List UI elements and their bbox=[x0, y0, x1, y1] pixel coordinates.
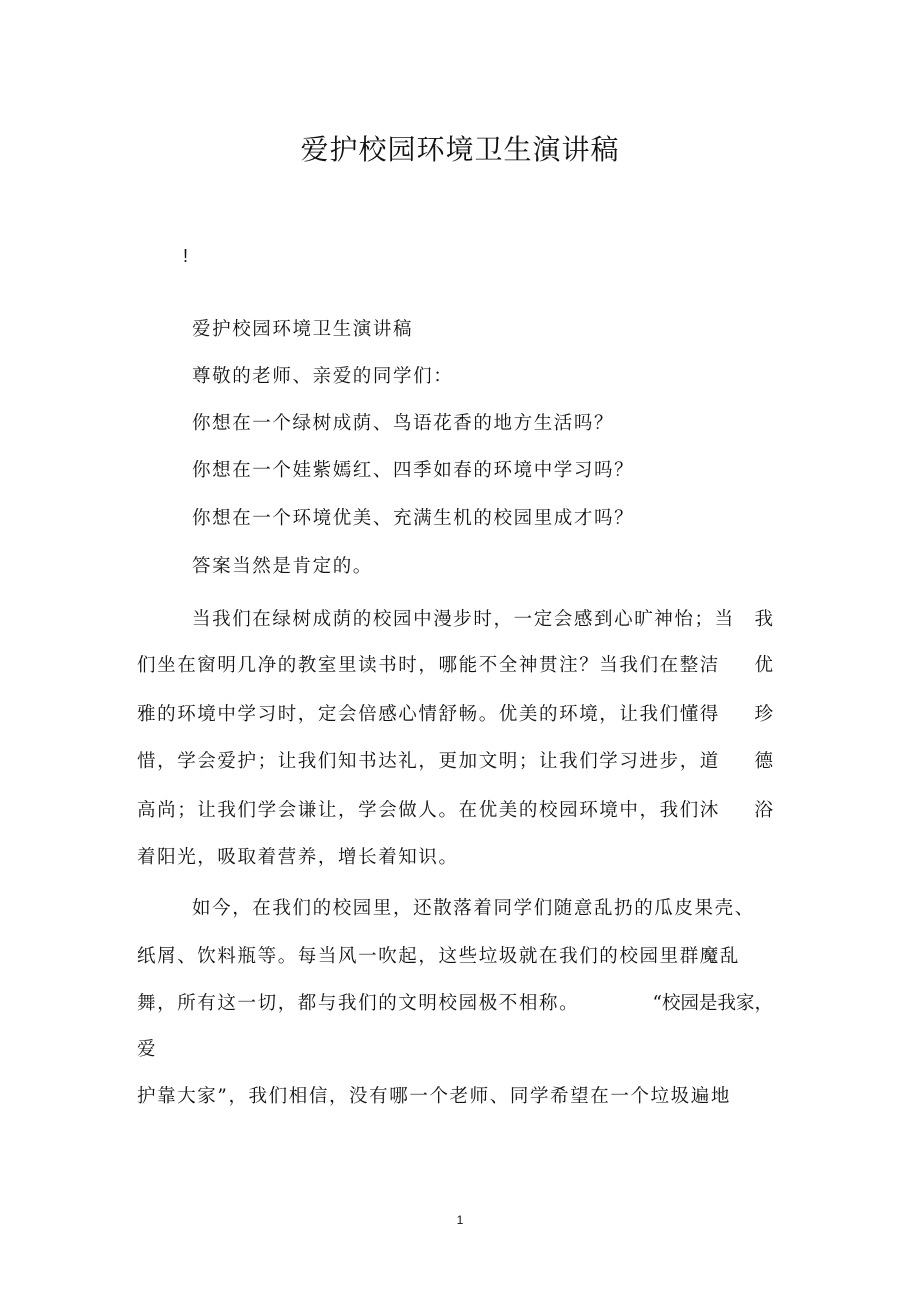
text-line bbox=[192, 318, 773, 342]
line-text: 当我们在绿树成荫的校园中漫步时，一定会感到心旷神怡；当 bbox=[192, 609, 735, 630]
exclamation-mark: ! bbox=[183, 246, 189, 266]
line-text: 护靠大家”，我们相信，没有哪一个老师、同学希望在一个垃圾遍地 bbox=[137, 1086, 731, 1107]
document-title: 爱护校园环境卫生演讲稿 bbox=[300, 133, 620, 166]
text-line bbox=[192, 365, 773, 389]
line-end-text: “校园是我家， bbox=[652, 993, 773, 1014]
line-text: 高尚；让我们学会谦让，学会做人。在优美的校园环境中，我们沐 bbox=[137, 800, 720, 821]
text-line bbox=[137, 992, 773, 1016]
line-text: 如今，在我们的校园里，还散落着同学们随意乱扔的瓜皮果壳、 bbox=[192, 898, 755, 919]
text-line bbox=[137, 1085, 773, 1109]
line-text: 着阳光，吸取着营养，增长着知识。 bbox=[137, 847, 459, 868]
text-line bbox=[137, 654, 773, 678]
text-line bbox=[137, 799, 773, 823]
page-number: 1 bbox=[456, 1213, 464, 1227]
line-end-text: 优 bbox=[754, 655, 773, 676]
line-text: 雅的环境中学习时，定会倍感心情舒畅。优美的环境，让我们懂得 bbox=[137, 704, 720, 725]
text-line bbox=[192, 459, 773, 483]
line-end-text: 我 bbox=[754, 609, 773, 630]
line-text: 你想在一个环境优美、充满生机的校园里成才吗？ bbox=[192, 508, 635, 529]
text-line bbox=[192, 555, 773, 579]
text-line bbox=[137, 1038, 773, 1062]
line-end-text: 浴 bbox=[754, 800, 773, 821]
line-text: 你想在一个绿树成荫、鸟语花香的地方生活吗？ bbox=[192, 413, 615, 434]
text-line bbox=[192, 608, 773, 632]
text-line bbox=[137, 703, 773, 727]
line-text: 你想在一个娃紫嫣红、四季如春的环境中学习吗？ bbox=[192, 460, 635, 481]
line-text: 惜，学会爱护；让我们知书达礼，更加文明；让我们学习进步，道 bbox=[137, 751, 720, 772]
line-text: 爱护校园环境卫生演讲稿 bbox=[192, 319, 414, 340]
line-text: 尊敬的老师、亲爱的同学们： bbox=[192, 366, 454, 387]
line-end-text: 德 bbox=[754, 751, 773, 772]
text-line bbox=[192, 897, 773, 921]
text-line bbox=[192, 412, 773, 436]
text-line bbox=[137, 750, 773, 774]
text-line bbox=[192, 507, 773, 531]
line-text: 答案当然是肯定的。 bbox=[192, 556, 373, 577]
line-text: 舞，所有这一切，都与我们的文明校园极不相称。 bbox=[137, 993, 580, 1014]
line-text: 们坐在窗明几净的教室里读书时，哪能不全神贯注？当我们在整洁 bbox=[137, 655, 720, 676]
text-line bbox=[137, 945, 773, 969]
text-line bbox=[137, 846, 773, 870]
line-text: 纸屑、饮料瓶等。每当风一吹起，这些垃圾就在我们的校园里群魔乱 bbox=[137, 946, 741, 967]
line-end-text: 珍 bbox=[754, 704, 773, 725]
line-text: 爱 bbox=[137, 1039, 158, 1060]
